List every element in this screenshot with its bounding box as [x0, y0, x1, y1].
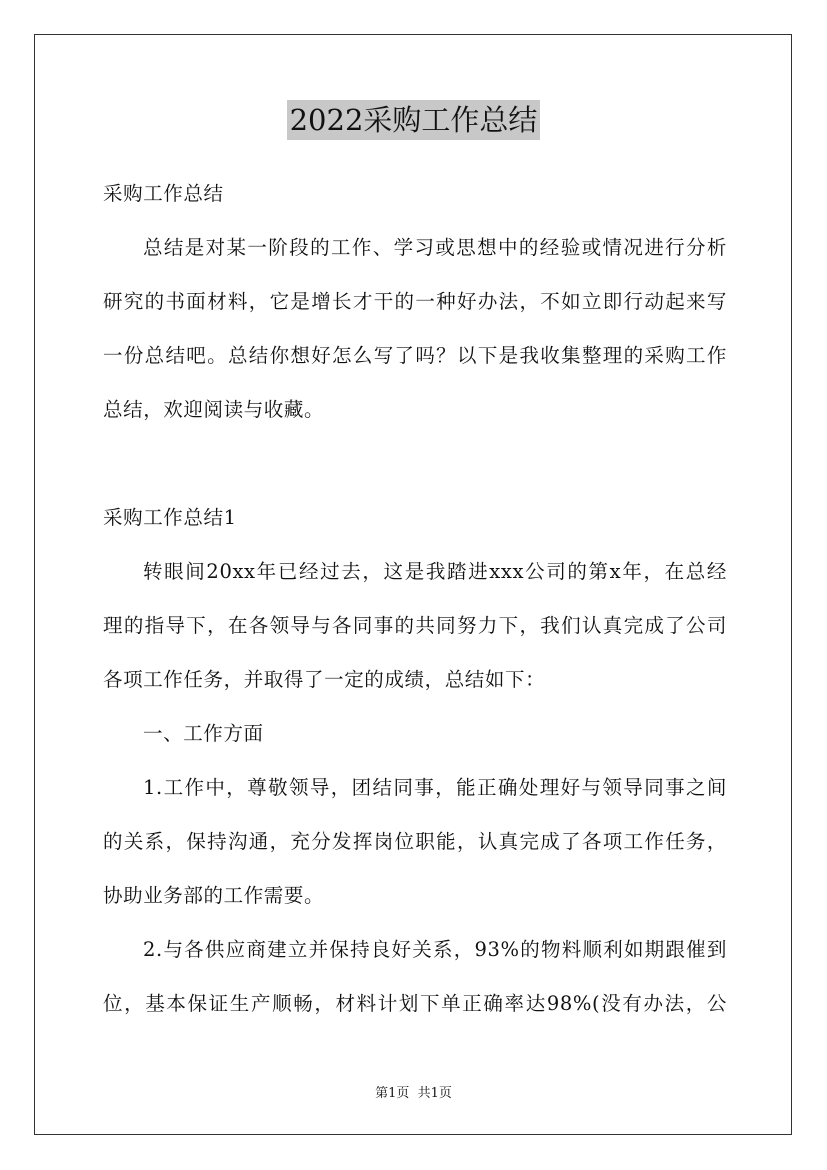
intro-line-4: 总结，欢迎阅读与收藏。 [103, 398, 325, 421]
section1-line-1: 转眼间20xx年已经过去，这是我踏进xxx公司的第x年，在总经 [143, 560, 727, 583]
page-footer [0, 1082, 827, 1101]
section1-line-3: 各项工作任务，并取得了一定的成绩，总结如下： [103, 668, 546, 691]
intro-line-2: 研究的书面材料，它是增长才干的一种好办法，不如立即行动起来写 [103, 290, 727, 313]
item1-line-3: 协助业务部的工作需要。 [103, 884, 325, 907]
section1-line-2: 理的指导下，在各领导与各同事的共同努力下，我们认真完成了公司 [103, 614, 727, 637]
intro-line-3: 一份总结吧。总结你想好怎么写了吗？以下是我收集整理的采购工作 [103, 344, 727, 367]
item1-line-2: 的关系，保持沟通，充分发挥岗位职能，认真完成了各项工作任务， [103, 830, 727, 853]
item2-line-2: 位，基本保证生产顺畅，材料计划下单正确率达98%(没有办法，公 [103, 992, 727, 1015]
blank-line [103, 437, 727, 491]
subtitle: 采购工作总结 [103, 182, 224, 205]
part-heading: 一、工作方面 [143, 722, 264, 745]
document-body [103, 167, 727, 1031]
page-number-label: 第1页 共1页 [375, 1086, 452, 1101]
intro-line-1: 总结是对某一阶段的工作、学习或思想中的经验或情况进行分析 [143, 236, 727, 259]
item1-line-1: 1.工作中，尊敬领导，团结同事，能正确处理好与领导同事之间 [143, 776, 727, 799]
section-heading: 采购工作总结1 [103, 506, 237, 529]
item2-line-1: 2.与各供应商建立并保持良好关系，93%的物料顺利如期跟催到 [143, 938, 727, 961]
title-container [0, 100, 827, 140]
document-title: 2022采购工作总结 [287, 100, 541, 140]
